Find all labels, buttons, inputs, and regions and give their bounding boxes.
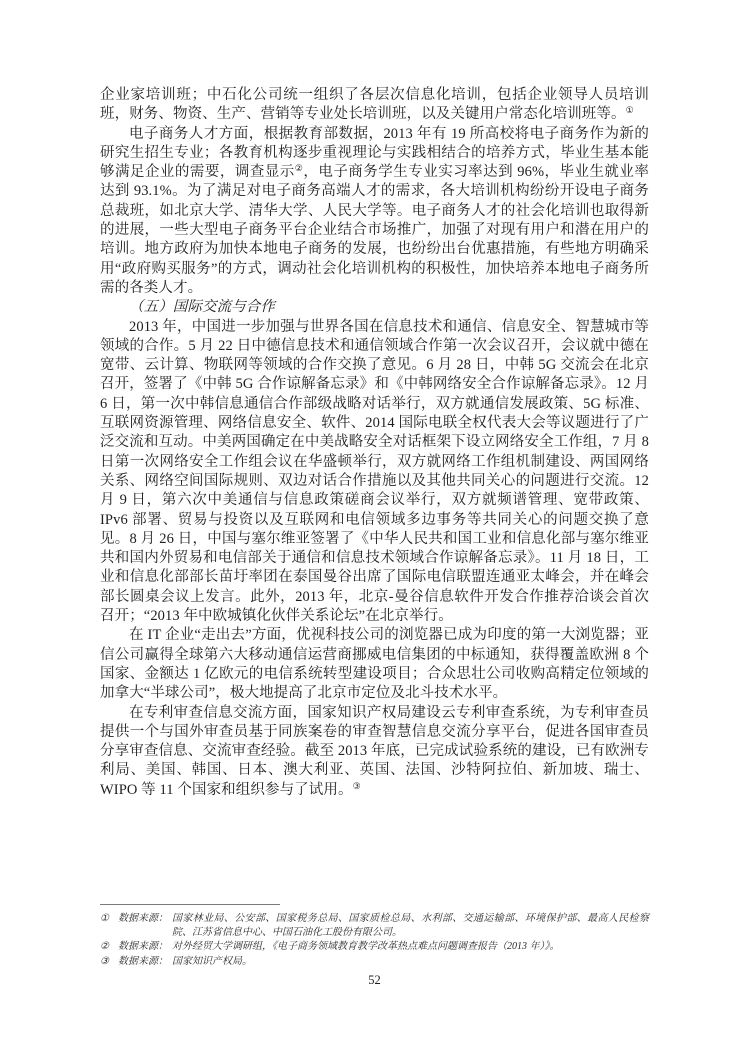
footnote-text: 国家林业局、公安部、国家税务总局、国家质检总局、水利部、交通运输部、环境保护部、最高人民检察院、江苏省信息中心、中国石油化工股份有限公司。 bbox=[172, 913, 649, 939]
footnote-separator bbox=[100, 904, 280, 905]
paragraph-text: 电子商务人才方面，根据教育部数据，2013 年有 19 所高校将电子商务作为新的研究生招生专业；各教育机构逐步重视理论与实践相结合的培养方式，毕业生基本能够满足企业的需要，调查显示 bbox=[100, 125, 649, 181]
footnote-text: 国家知识产权局。 bbox=[172, 955, 252, 967]
footnote-text: 对外经贸大学调研组，《电子商务领域教育教学改革热点难点问题调查报告（2013 年）》。 bbox=[172, 941, 560, 953]
footnote-ref: ① bbox=[625, 105, 634, 116]
footnote bbox=[100, 912, 649, 940]
paragraph bbox=[100, 626, 649, 703]
page-body-text bbox=[100, 86, 649, 800]
footnote-marker: ① bbox=[100, 913, 109, 924]
paragraph-text: 在 IT 企业“走出去”方面，优视科技公司的浏览器已成为印度的第一大浏览器；亚信公司赢得全球第六大移动通信运营商挪威电信集团的中标通知，获得覆盖欧洲 8 个国家、金额达 1 亿欧元的电信系统转型建设项目；合众思壮公司收购高精定位领域的加拿大“半球公司”，极大地提高了北京市定位及北斗技术水平。 bbox=[100, 627, 649, 702]
paragraph bbox=[100, 318, 649, 627]
paragraph bbox=[100, 86, 649, 125]
page-number: 52 bbox=[368, 972, 381, 987]
paragraph-text: （五）国际交流与合作 bbox=[129, 299, 275, 316]
page-footer bbox=[100, 904, 649, 988]
paragraph-text: 企业家培训班；中石化公司统一组织了各层次信息化培训，包括企业领导人员培训班，财务、物资、生产、营销等专业处长培训班，以及关键用户常态化培训班等。 bbox=[100, 87, 649, 123]
paragraph bbox=[100, 125, 649, 299]
paragraph bbox=[100, 704, 649, 800]
footnote-ref: ② bbox=[294, 163, 304, 174]
footnote bbox=[100, 940, 649, 954]
footnote-label: 数据来源： bbox=[118, 913, 168, 924]
footnotes bbox=[100, 912, 649, 969]
paragraph-text: 2013 年，中国进一步加强与世界各国在信息技术和通信、信息安全、智慧城市等领域的合作。5 月 22 日中德信息技术和通信领域合作第一次会议召开，会议就中德在宽带、云计算、物联网等领域的合作交换了意见。6 月 28 日，中韩 5G 交流会在北京召开，签署了《中韩 5G 合作谅解备忘录》和《中韩网络安全合作谅解备忘录》。12 月 6 日，第一次中韩信息通信合作部级战略对话举行，双方就通信发展政策、5G 标准、互联网资源管理、网络信息安全、软件、2014 国际电联全权代表大会等议题进行了广泛交流和互动。中美两国确定在中美战略安全对话框架下设立网络安全工作组，7 月 8 日第一次网络安全工作组会议在华盛顿举行，双方就网络工作组机制建设、两国网络关系、网络空间国际规则、双边对话合作措施以及其他共同关心的问题进行交流。12 月 9 日，第六次中美通信与信息政策磋商会议举行，双方就频谱管理、宽带政策、IPv6 部署、贸易与投资以及互联网和电信领域多边事务等共同关心的问题交换了意见。8 月 26 日，中国与塞尔维亚签署了《中华人民共和国工业和信息化部与塞尔维亚共和国内外贸易和电信部关于通信和信息技术领域合作谅解备忘录》。11 月 18 日，工业和信息化部部长苗圩率团在泰国曼谷出席了国际电信联盟连通亚太峰会，并在峰会部长圆桌会议上发言。此外，2013 年，北京-曼谷信息软件开发合作推荐洽谈会首次召开；“2013 年中欧城镇化伙伴关系论坛”在北京举行。 bbox=[100, 318, 649, 625]
section-heading bbox=[100, 298, 649, 317]
footnote-label: 数据来源： bbox=[118, 955, 168, 967]
footnote-marker: ③ bbox=[100, 955, 109, 967]
footnote-ref: ③ bbox=[352, 780, 361, 791]
footnote-marker: ② bbox=[100, 941, 109, 953]
footnote bbox=[100, 955, 649, 969]
paragraph-text: 在专利审查信息交流方面，国家知识产权局建设云专利审查系统，为专利审查员提供一个与国外审查员基于同族案卷的审查智慧信息交流分享平台，促进各国审查员分享审查信息、交流审查经验。截至 2013 年底，已完成试验系统的建设，已有欧洲专利局、美国、韩国、日本、澳大利亚、英国、法国、沙特阿拉伯、新加坡、瑞士、WIPO 等 11 个国家和组织参与了试用。 bbox=[100, 704, 649, 798]
footnote-label: 数据来源： bbox=[118, 941, 168, 953]
paragraph-text: ，电子商务学生专业实习率达到 96%，毕业生就业率达到 93.1%。为了满足对电子商务高端人才的需求，各大培训机构纷纷开设电子商务总裁班，如北京大学、清华大学、人民大学等。电子商务人才的社会化培训也取得新的进展，一些大型电子商务平台企业结合市场推广，加强了对现有用户和潜在用户的培训。地方政府为加快本地电子商务的发展，也纷纷出台优惠措施，有些地方明确采用“政府购买服务”的方式，调动社会化培训机构的积极性，加快培养本地电子商务所需的各类人才。 bbox=[100, 164, 650, 296]
